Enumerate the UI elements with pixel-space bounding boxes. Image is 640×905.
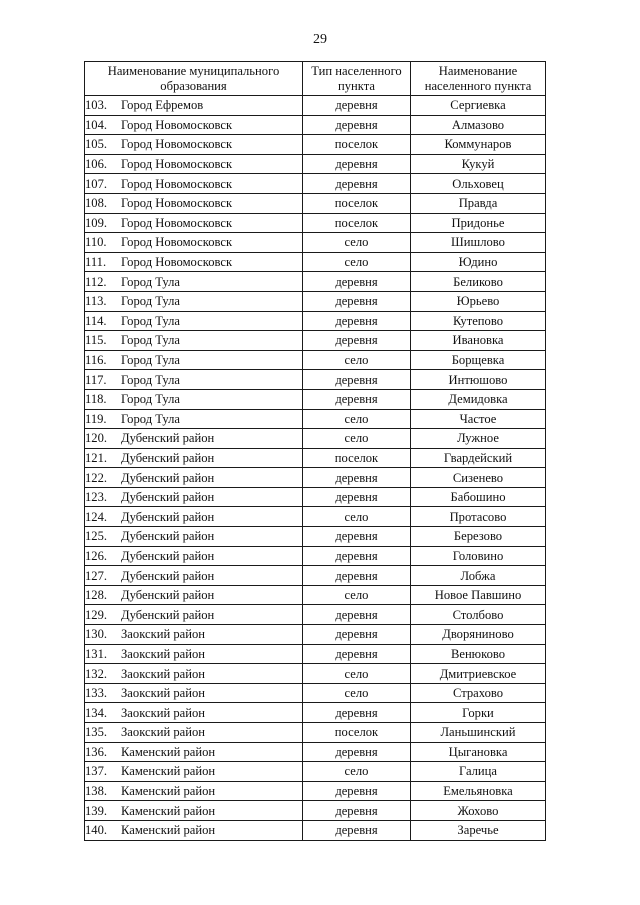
settlement-type-cell: деревня <box>303 781 411 801</box>
row-number: 125. <box>85 529 108 544</box>
settlement-type-cell: деревня <box>303 96 411 116</box>
municipality-name: Город Тула <box>121 274 180 289</box>
municipality-name: Дубенский район <box>121 607 215 622</box>
settlement-name-cell: Столбово <box>411 605 546 625</box>
row-number: 107. <box>85 176 108 191</box>
row-number: 103. <box>85 98 108 113</box>
table-body <box>85 96 546 841</box>
settlement-type-cell: деревня <box>303 389 411 409</box>
municipality-name: Город Ефремов <box>121 98 204 113</box>
settlement-type-cell: деревня <box>303 546 411 566</box>
municipality-cell <box>85 311 303 331</box>
row-number: 123. <box>85 490 108 505</box>
settlement-type-cell: деревня <box>303 468 411 488</box>
row-number: 135. <box>85 725 108 740</box>
municipality-cell <box>85 448 303 468</box>
municipality-name: Каменский район <box>121 784 216 799</box>
table-row <box>85 448 546 468</box>
row-number: 133. <box>85 686 108 701</box>
municipality-cell <box>85 762 303 782</box>
municipality-name: Город Тула <box>121 411 180 426</box>
municipality-cell <box>85 507 303 527</box>
municipality-name: Дубенский район <box>121 470 215 485</box>
row-number: 115. <box>85 333 107 348</box>
settlement-name-cell: Сизенево <box>411 468 546 488</box>
settlement-type-cell: деревня <box>303 331 411 351</box>
table-row <box>85 801 546 821</box>
row-number: 108. <box>85 196 108 211</box>
row-number: 128. <box>85 588 108 603</box>
settlement-type-cell: деревня <box>303 291 411 311</box>
municipality-cell <box>85 409 303 429</box>
municipality-name: Заокский район <box>121 666 205 681</box>
row-number: 106. <box>85 157 108 172</box>
settlement-name-cell: Коммунаров <box>411 135 546 155</box>
settlement-type-cell: село <box>303 252 411 272</box>
settlement-type-cell: деревня <box>303 703 411 723</box>
municipality-cell <box>85 585 303 605</box>
settlement-name-cell: Кутепово <box>411 311 546 331</box>
row-number: 105. <box>85 137 108 152</box>
municipality-name: Город Тула <box>121 313 180 328</box>
row-number: 126. <box>85 548 108 563</box>
table-row <box>85 154 546 174</box>
settlement-type-cell: село <box>303 350 411 370</box>
table-header-row <box>85 62 546 96</box>
settlement-name-cell: Венюково <box>411 644 546 664</box>
settlement-type-cell: деревня <box>303 625 411 645</box>
settlement-name-cell: Емельяновка <box>411 781 546 801</box>
settlement-name-cell: Правда <box>411 193 546 213</box>
municipality-name: Дубенский район <box>121 509 215 524</box>
municipality-name: Каменский район <box>121 764 216 779</box>
settlement-type-cell: поселок <box>303 193 411 213</box>
table-row <box>85 350 546 370</box>
table-row <box>85 193 546 213</box>
municipality-cell <box>85 625 303 645</box>
settlement-type-cell: деревня <box>303 487 411 507</box>
row-number: 140. <box>85 823 108 838</box>
table-row <box>85 605 546 625</box>
municipality-name: Заокский район <box>121 686 205 701</box>
settlement-name-cell: Борщевка <box>411 350 546 370</box>
settlement-name-cell: Галица <box>411 762 546 782</box>
municipality-cell <box>85 96 303 116</box>
settlement-name-cell: Цыгановка <box>411 742 546 762</box>
municipality-name: Дубенский район <box>121 490 215 505</box>
settlement-type-cell: село <box>303 585 411 605</box>
municipality-name: Город Новомосковск <box>121 235 233 250</box>
municipality-cell <box>85 605 303 625</box>
settlement-type-cell: село <box>303 233 411 253</box>
settlement-name-cell: Частое <box>411 409 546 429</box>
municipality-cell <box>85 820 303 840</box>
row-number: 136. <box>85 744 108 759</box>
settlement-type-cell: село <box>303 683 411 703</box>
row-number: 130. <box>85 627 108 642</box>
settlement-type-cell: деревня <box>303 742 411 762</box>
row-number: 118. <box>85 392 107 407</box>
table-row <box>85 762 546 782</box>
settlement-name-cell: Демидовка <box>411 389 546 409</box>
municipality-cell <box>85 429 303 449</box>
municipality-name: Город Тула <box>121 353 180 368</box>
table-row <box>85 683 546 703</box>
row-number: 138. <box>85 784 108 799</box>
municipality-name: Город Новомосковск <box>121 117 233 132</box>
table-row <box>85 703 546 723</box>
table-row <box>85 252 546 272</box>
settlement-name-cell: Придонье <box>411 213 546 233</box>
row-number: 122. <box>85 470 108 485</box>
table-row <box>85 233 546 253</box>
settlement-type-cell: село <box>303 664 411 684</box>
table-row <box>85 213 546 233</box>
row-number: 110. <box>85 235 107 250</box>
settlement-name-cell: Гвардейский <box>411 448 546 468</box>
settlement-type-cell: поселок <box>303 448 411 468</box>
row-number: 137. <box>85 764 108 779</box>
municipality-name: Город Новомосковск <box>121 157 233 172</box>
table-row <box>85 781 546 801</box>
settlement-type-cell: деревня <box>303 527 411 547</box>
municipality-name: Дубенский район <box>121 450 215 465</box>
municipality-name: Заокский район <box>121 627 205 642</box>
settlement-type-cell: деревня <box>303 820 411 840</box>
municipality-cell <box>85 350 303 370</box>
municipality-name: Дубенский район <box>121 588 215 603</box>
table-row <box>85 291 546 311</box>
municipality-cell <box>85 742 303 762</box>
page-number: 29 <box>313 32 327 47</box>
municipality-name: Город Тула <box>121 392 180 407</box>
municipality-cell <box>85 723 303 743</box>
municipality-cell <box>85 389 303 409</box>
table-row <box>85 742 546 762</box>
table-row <box>85 723 546 743</box>
row-number: 129. <box>85 607 108 622</box>
row-number: 117. <box>85 372 107 387</box>
municipality-name: Город Новомосковск <box>121 176 233 191</box>
municipality-cell <box>85 527 303 547</box>
municipality-name: Заокский район <box>121 646 205 661</box>
municipality-cell <box>85 115 303 135</box>
table-row <box>85 820 546 840</box>
settlement-type-cell: село <box>303 429 411 449</box>
settlement-name-cell: Новое Павшино <box>411 585 546 605</box>
municipality-cell <box>85 703 303 723</box>
municipality-cell <box>85 174 303 194</box>
row-number: 116. <box>85 353 107 368</box>
table-row <box>85 487 546 507</box>
municipality-name: Город Тула <box>121 372 180 387</box>
settlement-type-cell: поселок <box>303 723 411 743</box>
settlement-name-cell: Бабошино <box>411 487 546 507</box>
row-number: 109. <box>85 215 108 230</box>
table-row <box>85 389 546 409</box>
settlement-name-cell: Заречье <box>411 820 546 840</box>
municipality-name: Заокский район <box>121 725 205 740</box>
settlement-name-cell: Беликово <box>411 272 546 292</box>
municipality-name: Дубенский район <box>121 431 215 446</box>
row-number: 132. <box>85 666 108 681</box>
table-row <box>85 96 546 116</box>
row-number: 112. <box>85 274 107 289</box>
row-number: 113. <box>85 294 107 309</box>
settlement-name-cell: Алмазово <box>411 115 546 135</box>
settlement-name-cell: Страхово <box>411 683 546 703</box>
settlement-name-cell: Сергиевка <box>411 96 546 116</box>
municipality-name: Дубенский район <box>121 568 215 583</box>
municipality-cell <box>85 154 303 174</box>
settlement-name-cell: Головино <box>411 546 546 566</box>
settlement-type-cell: деревня <box>303 174 411 194</box>
municipality-cell <box>85 487 303 507</box>
municipality-name: Каменский район <box>121 823 216 838</box>
municipality-cell <box>85 683 303 703</box>
municipality-name: Город Новомосковск <box>121 196 233 211</box>
table-row <box>85 135 546 155</box>
table-row <box>85 174 546 194</box>
municipality-name: Заокский район <box>121 705 205 720</box>
municipality-cell <box>85 781 303 801</box>
table-row <box>85 507 546 527</box>
settlement-type-cell: поселок <box>303 135 411 155</box>
municipality-cell <box>85 801 303 821</box>
header-settlement-type: Тип населенного пункта <box>303 62 411 96</box>
municipality-cell <box>85 291 303 311</box>
settlement-name-cell: Березово <box>411 527 546 547</box>
municipality-cell <box>85 468 303 488</box>
settlement-name-cell: Ольховец <box>411 174 546 194</box>
row-number: 111. <box>85 255 107 270</box>
row-number: 124. <box>85 509 108 524</box>
municipality-cell <box>85 370 303 390</box>
settlement-type-cell: деревня <box>303 154 411 174</box>
table-row <box>85 644 546 664</box>
row-number: 127. <box>85 568 108 583</box>
municipality-cell <box>85 664 303 684</box>
settlement-name-cell: Ланьшинский <box>411 723 546 743</box>
settlement-name-cell: Ивановка <box>411 331 546 351</box>
settlement-type-cell: деревня <box>303 115 411 135</box>
municipality-cell <box>85 331 303 351</box>
table-row <box>85 272 546 292</box>
table-row <box>85 429 546 449</box>
municipality-cell <box>85 135 303 155</box>
settlement-name-cell: Горки <box>411 703 546 723</box>
table-row <box>85 115 546 135</box>
municipality-cell <box>85 233 303 253</box>
municipality-name: Город Новомосковск <box>121 255 233 270</box>
header-settlement-name: Наименование населенного пункта <box>411 62 546 96</box>
settlement-name-cell: Дворяниново <box>411 625 546 645</box>
settlement-name-cell: Интюшово <box>411 370 546 390</box>
municipality-cell <box>85 546 303 566</box>
settlement-name-cell: Кукуй <box>411 154 546 174</box>
municipality-name: Дубенский район <box>121 548 215 563</box>
table-row <box>85 527 546 547</box>
municipality-name: Каменский район <box>121 803 216 818</box>
settlement-type-cell: деревня <box>303 370 411 390</box>
table-row <box>85 331 546 351</box>
municipality-name: Каменский район <box>121 744 216 759</box>
settlement-type-cell: село <box>303 762 411 782</box>
municipality-cell <box>85 252 303 272</box>
municipality-name: Дубенский район <box>121 529 215 544</box>
municipality-cell <box>85 213 303 233</box>
settlement-name-cell: Юдино <box>411 252 546 272</box>
settlement-type-cell: деревня <box>303 566 411 586</box>
row-number: 121. <box>85 450 108 465</box>
row-number: 134. <box>85 705 108 720</box>
municipality-cell <box>85 272 303 292</box>
table-row <box>85 468 546 488</box>
municipality-name: Город Тула <box>121 294 180 309</box>
settlement-type-cell: деревня <box>303 311 411 331</box>
municipality-cell <box>85 644 303 664</box>
row-number: 131. <box>85 646 108 661</box>
settlement-type-cell: село <box>303 409 411 429</box>
table-row <box>85 625 546 645</box>
municipality-name: Город Новомосковск <box>121 137 233 152</box>
table-row <box>85 409 546 429</box>
header-municipality: Наименование муниципального образования <box>85 62 303 96</box>
settlement-name-cell: Юрьево <box>411 291 546 311</box>
settlement-name-cell: Дмитриевское <box>411 664 546 684</box>
settlement-name-cell: Лобжа <box>411 566 546 586</box>
row-number: 104. <box>85 117 108 132</box>
row-number: 119. <box>85 411 107 426</box>
row-number: 114. <box>85 313 107 328</box>
municipality-name: Город Новомосковск <box>121 215 233 230</box>
settlement-type-cell: деревня <box>303 644 411 664</box>
settlement-type-cell: село <box>303 507 411 527</box>
settlement-type-cell: поселок <box>303 213 411 233</box>
table-row <box>85 546 546 566</box>
row-number: 120. <box>85 431 108 446</box>
table-row <box>85 566 546 586</box>
settlement-type-cell: деревня <box>303 801 411 821</box>
settlement-name-cell: Лужное <box>411 429 546 449</box>
settlement-type-cell: деревня <box>303 272 411 292</box>
table-row <box>85 311 546 331</box>
settlements-table <box>84 61 546 841</box>
table-row <box>85 370 546 390</box>
settlement-name-cell: Протасово <box>411 507 546 527</box>
municipality-name: Город Тула <box>121 333 180 348</box>
settlement-name-cell: Жохово <box>411 801 546 821</box>
row-number: 139. <box>85 803 108 818</box>
settlement-name-cell: Шишлово <box>411 233 546 253</box>
municipality-cell <box>85 566 303 586</box>
municipality-cell <box>85 193 303 213</box>
table-row <box>85 585 546 605</box>
settlement-type-cell: деревня <box>303 605 411 625</box>
table-row <box>85 664 546 684</box>
